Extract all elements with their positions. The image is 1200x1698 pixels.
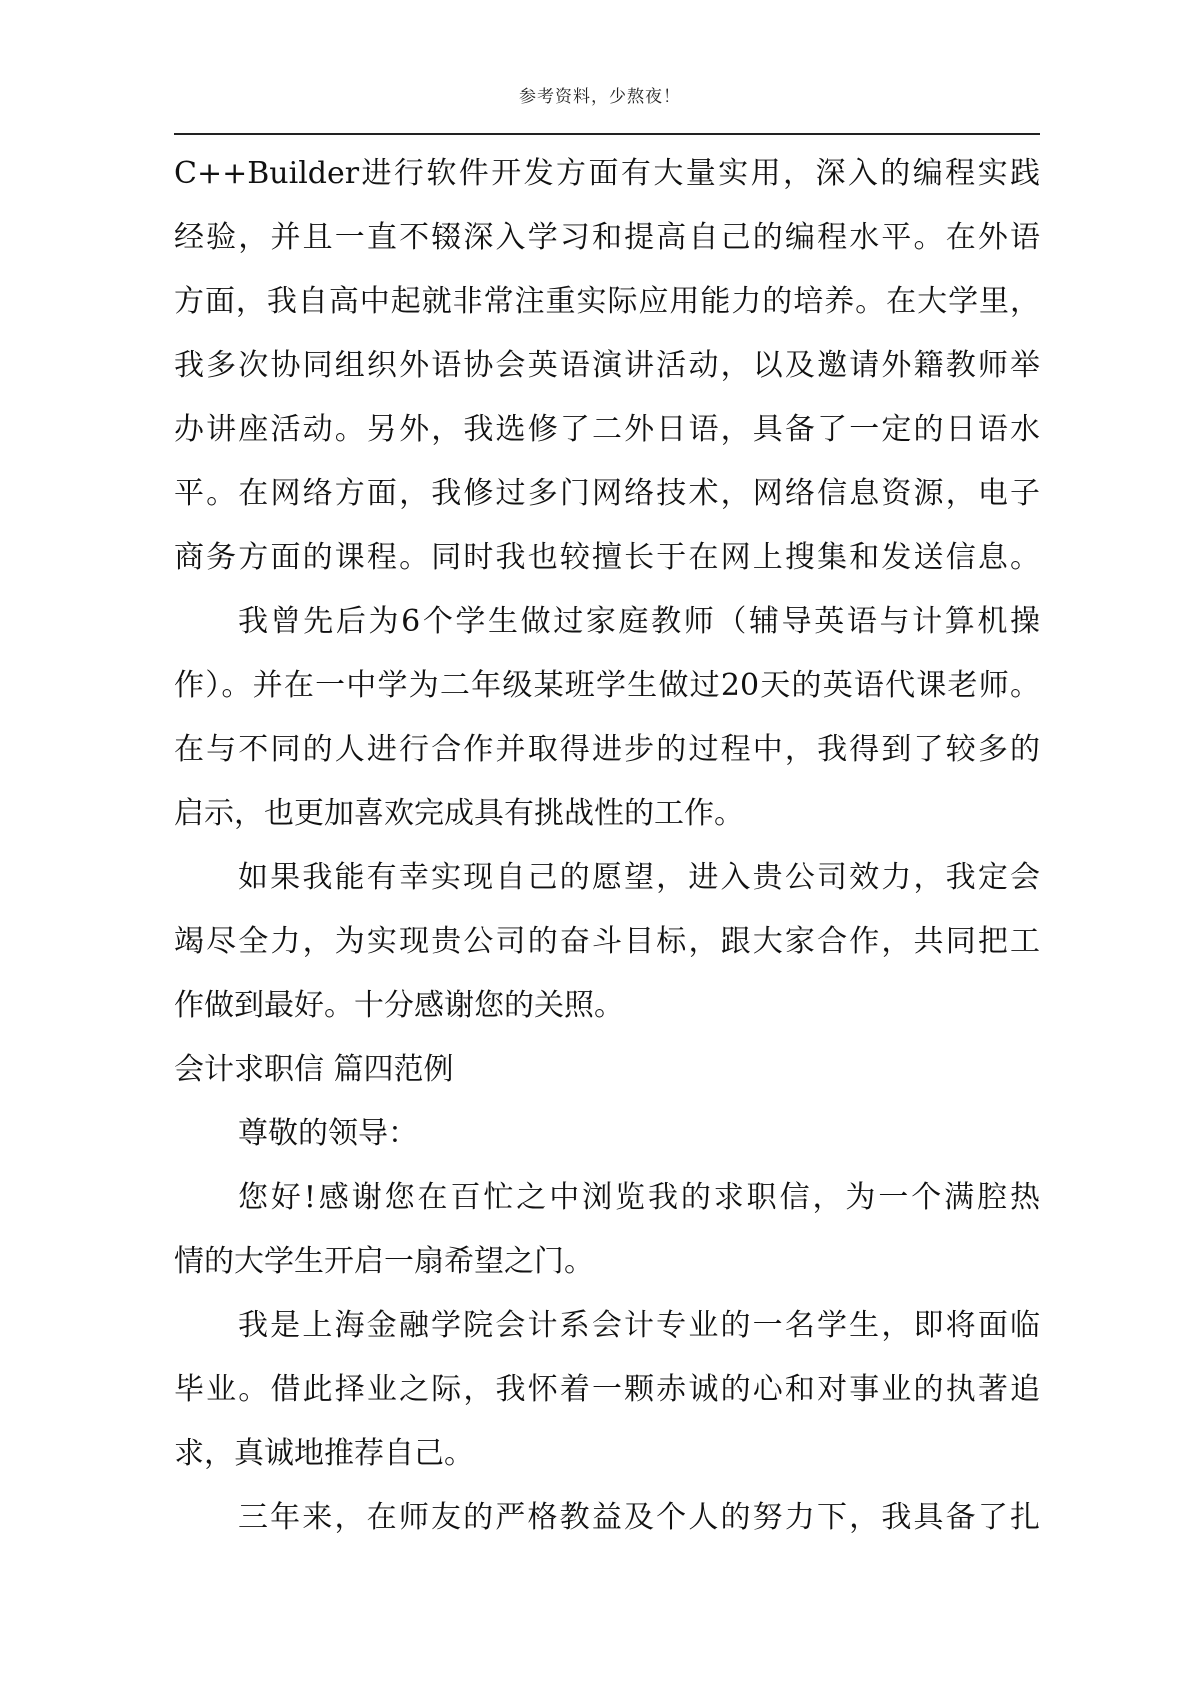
- text-line: 启示，也更加喜欢完成具有挑战性的工作。: [174, 796, 744, 831]
- text-line: 尊敬的领导：: [238, 1116, 418, 1151]
- text-line: 您好!感谢您在百忙之中浏览我的求职信，为一个满腔热: [238, 1180, 1040, 1215]
- header-divider: [174, 133, 1040, 135]
- text-line: 求，真诚地推荐自己。: [174, 1436, 474, 1471]
- text-line: 我多次协同组织外语协会英语演讲活动，以及邀请外籍教师举: [174, 348, 1040, 383]
- text-line: 作做到最好。十分感谢您的关照。: [174, 988, 624, 1023]
- text-line: 在与不同的人进行合作并取得进步的过程中，我得到了较多的: [174, 732, 1040, 767]
- document-body: [174, 142, 1040, 1550]
- text-line: 三年来，在师友的严格教益及个人的努力下，我具备了扎: [238, 1500, 1040, 1535]
- text-line: 办讲座活动。另外，我选修了二外日语，具备了一定的日语水: [174, 412, 1040, 447]
- text-line: 作）。并在一中学为二年级某班学生做过20天的英语代课老师。: [174, 668, 1040, 703]
- text-line: 我曾先后为6个学生做过家庭教师（辅导英语与计算机操: [238, 604, 1040, 639]
- text-line: 会计求职信 篇四范例: [174, 1052, 454, 1087]
- text-line: 平。在网络方面，我修过多门网络技术，网络信息资源，电子: [174, 476, 1040, 511]
- text-line: 如果我能有幸实现自己的愿望，进入贵公司效力，我定会: [238, 860, 1040, 895]
- text-line: 经验，并且一直不辍深入学习和提高自己的编程水平。在外语: [174, 220, 1040, 255]
- page-header: 参考资料，少熬夜！: [519, 87, 681, 107]
- text-line: 我是上海金融学院会计系会计专业的一名学生，即将面临: [238, 1308, 1040, 1343]
- text-line: 情的大学生开启一扇希望之门。: [174, 1244, 594, 1279]
- text-line: C++Builder进行软件开发方面有大量实用，深入的编程实践: [174, 156, 1040, 191]
- text-line: 毕业。借此择业之际，我怀着一颗赤诚的心和对事业的执著追: [174, 1372, 1040, 1407]
- text-line: 商务方面的课程。同时我也较擅长于在网上搜集和发送信息。: [174, 540, 1040, 575]
- text-line: 竭尽全力，为实现贵公司的奋斗目标，跟大家合作，共同把工: [174, 924, 1040, 959]
- text-line: 方面，我自高中起就非常注重实际应用能力的培养。在大学里，: [174, 284, 1040, 319]
